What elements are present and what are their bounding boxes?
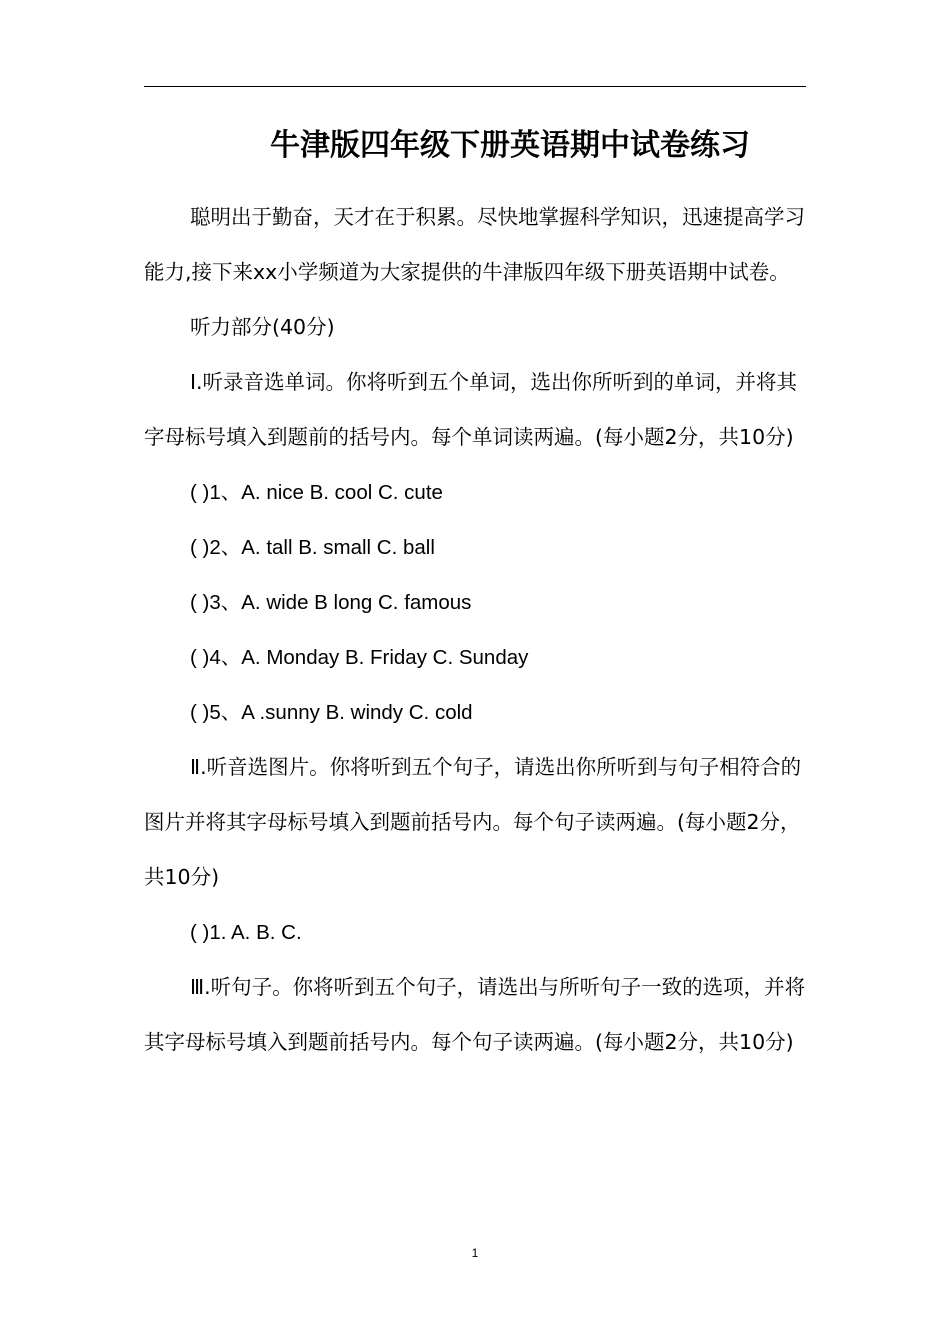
question-item: ( )2、A. tall B. small C. ball <box>190 536 435 559</box>
page-number: 1 <box>471 1246 479 1260</box>
document-body <box>144 190 806 1070</box>
part1-instructions: Ⅰ.听录音选单词。你将听到五个单词，选出你所听到的单词，并将其字母标号填入到题前的括号内。每个单词读两遍。(每小题2分，共10分) <box>144 370 798 449</box>
question-item: ( )1. A. B. C. <box>190 921 302 944</box>
header-rule <box>144 86 806 87</box>
part3-instructions: Ⅲ.听句子。你将听到五个句子，请选出与所听句子一致的选项，并将其字母标号填入到题前括号内。每个句子读两遍。(每小题2分，共10分) <box>144 975 806 1054</box>
part2-instructions: Ⅱ.听音选图片。你将听到五个句子，请选出你所听到与句子相符合的图片并将其字母标号填入到题前括号内。每个句子读两遍。(每小题2分，共10分) <box>144 755 802 889</box>
document-title: 牛津版四年级下册英语期中试卷练习 <box>270 128 750 163</box>
question-item: ( )4、A. Monday B. Friday C. Sunday <box>190 646 529 669</box>
question-item: ( )1、A. nice B. cool C. cute <box>190 481 443 504</box>
question-item: ( )3、A. wide B long C. famous <box>190 591 472 614</box>
section-heading-listening: 听力部分(40分) <box>190 315 335 339</box>
intro-paragraph: 聪明出于勤奋，天才在于积累。尽快地掌握科学知识，迅速提高学习能力,接下来xx小学频道为大家提供的牛津版四年级下册英语期中试卷。 <box>144 205 805 284</box>
question-item: ( )5、A .sunny B. windy C. cold <box>190 701 473 724</box>
